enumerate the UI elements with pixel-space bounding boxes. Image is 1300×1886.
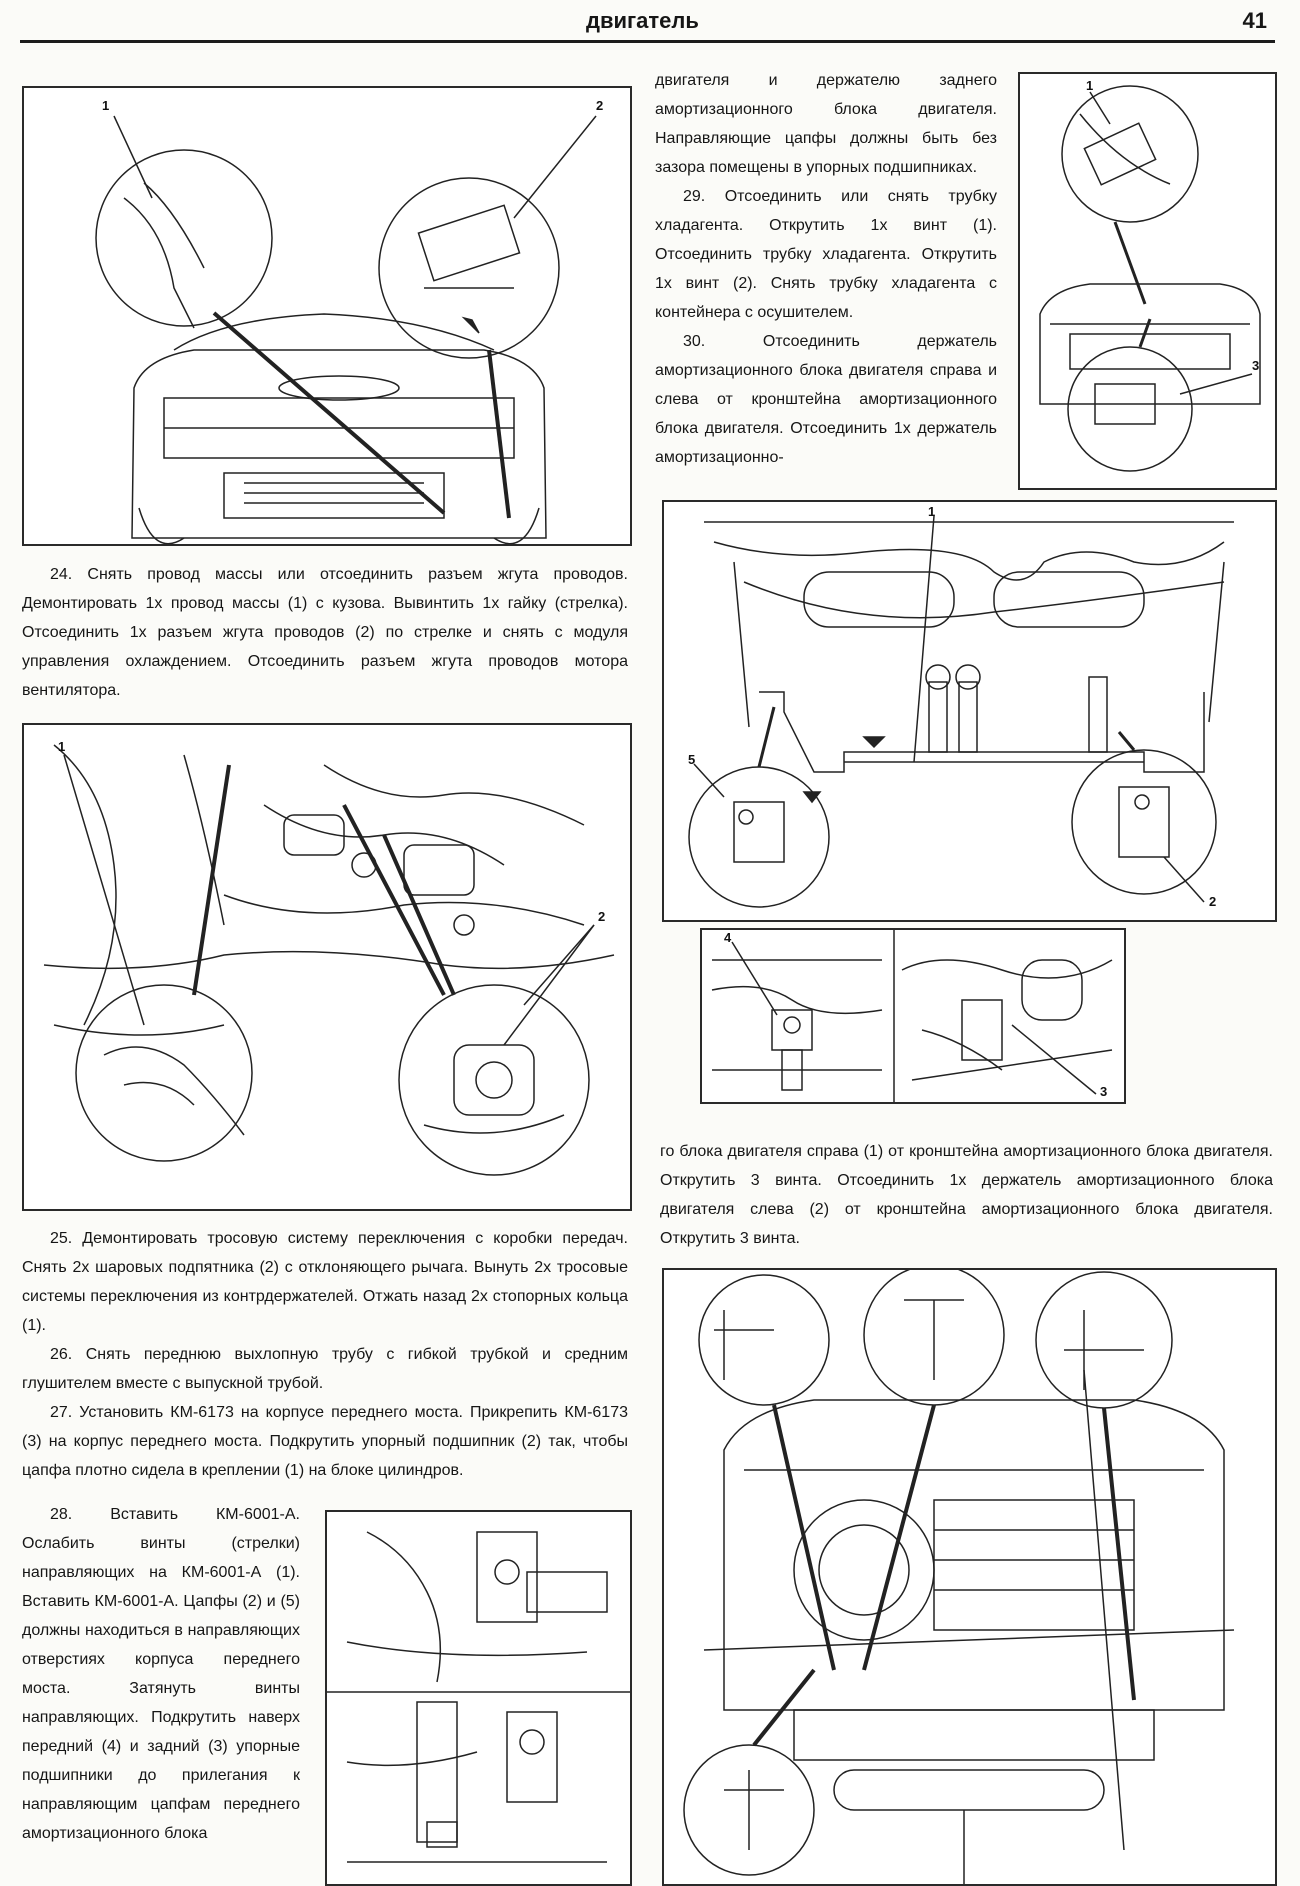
figure-refrigerant-pipe — [1018, 72, 1277, 490]
fig-sub-callout-3: 3 — [1100, 1084, 1108, 1099]
paragraph-29: 29. Отсоединить или снять трубку хладагента. Открутить 1х винт (1). Отсоединить трубку хладагента. Открутить 1х винт (2). Снять трубку хладагента с контейнера с осушителем. — [655, 188, 997, 321]
section-title: двигатель — [586, 8, 699, 33]
page-header — [20, 4, 1275, 43]
text-column-right-mid: го блока двигателя справа (1) от кронштейна амортизационного блока двигателя. Открутить 3 винта. Отсоединить 1х держатель амортизационного блока двигателя слева (2) от кронштейна амортизационного блока двигателя. Открутить 3 винта. — [660, 1143, 1273, 1247]
page-number: 41 — [1242, 8, 1267, 33]
text-paragraphs-25-27 — [22, 1224, 628, 1485]
fig-mid-left-callout-2: 2 — [598, 909, 606, 924]
fig-mid-right-callout-2: 2 — [1209, 894, 1217, 909]
text-paragraph-28: 28. Вставить КМ-6001-А. Ослабить винты (стрелки) направляющих на КМ-6001-А (1). Вставить КМ-6001-А. Цапфы (2) и (5) должны находиться в направляющих отверстиях корпуса переднего моста. Затянуть винты направляющих. Подкрутить наверх передний (4) и задний (3) упорные подшипники до прилегания к направляющим цапфам переднего амортизационного блока — [22, 1506, 300, 1842]
figure-thrust-bearings — [700, 928, 1126, 1104]
figure-ground-wire-connector — [22, 86, 632, 546]
fig-top-right-callout-3: 3 — [1252, 358, 1260, 373]
fig-top-left-callout-2: 2 — [596, 98, 604, 113]
fig-mid-left-callout-1: 1 — [58, 739, 66, 754]
figure-km-6001-a-install — [325, 1510, 632, 1886]
text-paragraph-24: 24. Снять провод массы или отсоединить разъем жгута проводов. Демонтировать 1х провод массы (1) с кузова. Вывинтить 1х гайку (стрелка). Отсоединить 1х разъем жгута проводов (2) по стрелке и снять с модуля управления охлаждением. Отсоединить разъем жгута проводов мотора вентилятора. — [22, 566, 628, 699]
figure-engine-support-bar — [662, 500, 1277, 922]
text-column-right-top — [655, 66, 997, 472]
paragraph-26: 26. Снять переднюю выхлопную трубу с гибкой трубкой и средним глушителем вместе с выпускной трубой. — [22, 1346, 628, 1392]
paragraph-27: 27. Установить КМ-6173 на корпусе переднего моста. Прикрепить КМ-6173 (3) на корпус переднего моста. Подкрутить упорный подшипник (2) так, чтобы цапфа плотно сидела в креплении (1) на блоке цилиндров. — [22, 1404, 628, 1479]
fig-top-left-callout-1: 1 — [102, 98, 110, 113]
figure-gearshift-cables — [22, 723, 632, 1211]
fig-mid-right-callout-1: 1 — [928, 504, 936, 519]
paragraph-25: 25. Демонтировать тросовую систему переключения с коробки передач. Снять 2х шаровых подпятника (2) с отклоняющего рычага. Вынуть 2х тросовые системы переключения из контрдержателей. Отжать назад 2х стопорных кольца (1). — [22, 1230, 628, 1334]
figure-engine-support-installed — [662, 1268, 1277, 1886]
paragraph-continuation: двигателя и держателю заднего амортизационного блока двигателя. Направляющие цапфы должны быть без зазора помещены в упорных подшипниках. — [655, 72, 997, 176]
fig-mid-right-callout-5: 5 — [688, 752, 696, 767]
paragraph-30: 30. Отсоединить держатель амортизационного блока двигателя справа и слева от кронштейна амортизационного блока двигателя. Отсоединить 1х держатель амортизационно- — [655, 333, 997, 466]
fig-sub-callout-4: 4 — [724, 930, 732, 945]
fig-top-right-callout-1: 1 — [1086, 78, 1094, 93]
